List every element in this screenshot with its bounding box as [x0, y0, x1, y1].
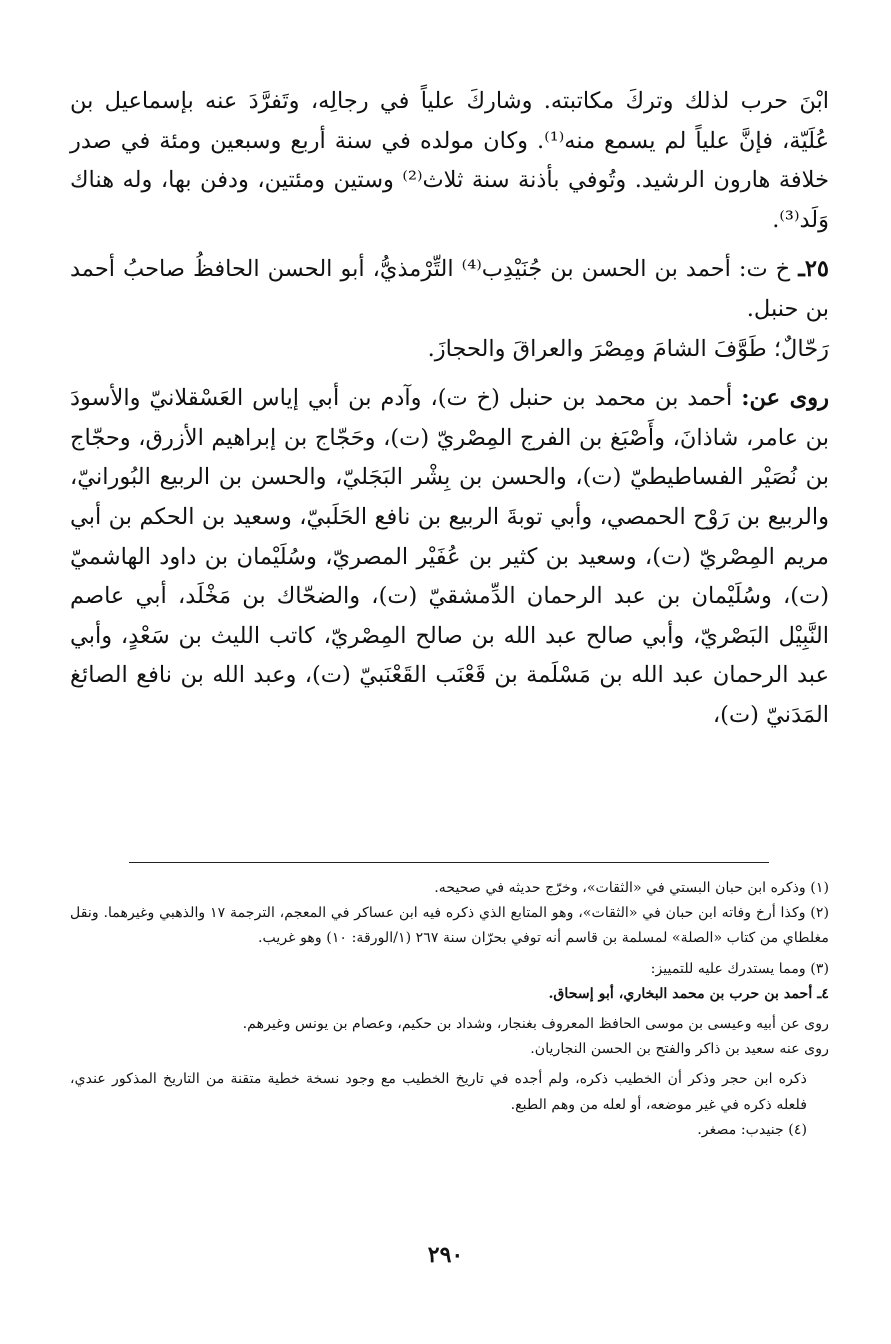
entry-number: ٢٥ـ: [798, 256, 830, 283]
footnote-1: (١) وذكره ابن حبان البستي في «الثقات»، وخرّج حديثه في صحيحه.: [434, 880, 829, 896]
entry-heading-25: [70, 250, 829, 329]
footnote-3-narrated-by: روى عنه سعيد بن ذاكر والفتح بن الحسن النجاريان.: [530, 1041, 829, 1058]
main-text: [70, 82, 829, 736]
paragraph-narrated-from: [70, 379, 829, 735]
entry-heading-text: خ ت: أحمد بن الحسن بن جُنَيْدِب⁽⁴⁾ التِّرْمذيُّ، أبو الحسن الحافظُ صاحبُ أحمد بن حنبل.: [70, 256, 829, 322]
footnote-separator: [129, 862, 769, 863]
narrated-from-label: روى عن:: [741, 385, 830, 412]
footnote-3: (٣) ومما يستدرك عليه للتمييز:: [650, 960, 829, 977]
narrated-from-list: أحمد بن محمد بن حنبل (خ ت)، وآدم بن أبي إياس العَسْقلانيّ والأسودَ بن عامر، شاذانَ، وأَصْبَغ بن الفرج المِصْريّ (ت)، وحَجّاج بن إبراهيم الأزرق، وحجّاج بن نُصَيْر الفساطيطيّ (ت)، والحسن بن بِشْر البَجَليّ، والحسن بن الربيع البُورانيّ، والربيع بن رَوْح الحمصي، وأبي توبةَ الربيع بن نافع الحَلَبيّ، وسعيد بن الحكم بن أبي مريم المِصْريّ (ت)، وسعيد بن كثير بن عُفَيْر المصريّ، وسُلَيْمان بن داود الهاشميّ (ت)، وسُلَيْمان بن عبد الرحمان الدِّمشقيّ (ت)، والضحّاك بن مَخْلَد، أبي عاصم النَّبِيْل البَصْريّ، وأبي صالح عبد الله بن صالح المِصْريّ، كاتب الليث بن سَعْدٍ، وأبي عبد الرحمان عبد الله بن مَسْلَمة بن قَعْنَب القَعْنَبيّ (ت)، وعبد الله بن نافع الصائغ المَدَنيّ (ت)،: [70, 385, 829, 728]
footnote-4: (٤) جنيدب: مصغر.: [697, 1121, 807, 1138]
footnote-3-narrated-from: روى عن أبيه وعيسى بن موسى الحافظ المعروف بغنجار، وشداد بن حكيم، وعصام بن يونس وغيرهم.: [242, 1016, 829, 1033]
footnotes: [70, 876, 829, 1143]
footnote-3-remark: ذكره ابن حجر وذكر أن الخطيب ذكره، ولم أجده في تاريخ الخطيب مع وجود نسخة خطية متقنة من التاريخ المذكور عندي، فلعله ذكره في غير موضعه، أو لعله من وهم الطبع.: [70, 1071, 807, 1113]
footnote-3-entry: ٤ـ أحمد بن حرب بن محمد البخاري، أبو إسحاق.: [548, 985, 829, 1002]
paragraph-travels: رَحّالٌ؛ طَوَّفَ الشامَ ومِصْرَ والعراقَ والحجازَ.: [427, 335, 829, 362]
paragraph-biography-end: ابْنَ حرب لذلك وتركَ مكاتبته. وشاركَ علياً في رجالِه، وتَفرَّدَ عنه بإسماعيل بن عُلَيّة، فإنَّ علياً لم يسمع منه⁽¹⁾. وكان مولده في سنة أربع وسبعين ومئة في صدر خلافة هارون الرشيد. وتُوفي بأذنة سنة ثلاث⁽²⁾ وستين ومئتين، ودفن بها، وله هناك وَلَد⁽³⁾.: [70, 88, 829, 233]
page-number: ٢٩٠: [427, 1242, 464, 1268]
footnote-2: (٢) وكذا أرخ وفاته ابن حبان في «الثقات»، وهو المتابع الذي ذكره فيه ابن عساكر في المعجم، الترجمة ١٧ والذهبي وغيرهما. ونقل مغلطاي من كتاب «الصلة» لمسلمة بن قاسم أنه توفي بحرّان سنة ٢٦٧ (١/الورقة: ١٠) وهو غريب.: [70, 905, 829, 947]
